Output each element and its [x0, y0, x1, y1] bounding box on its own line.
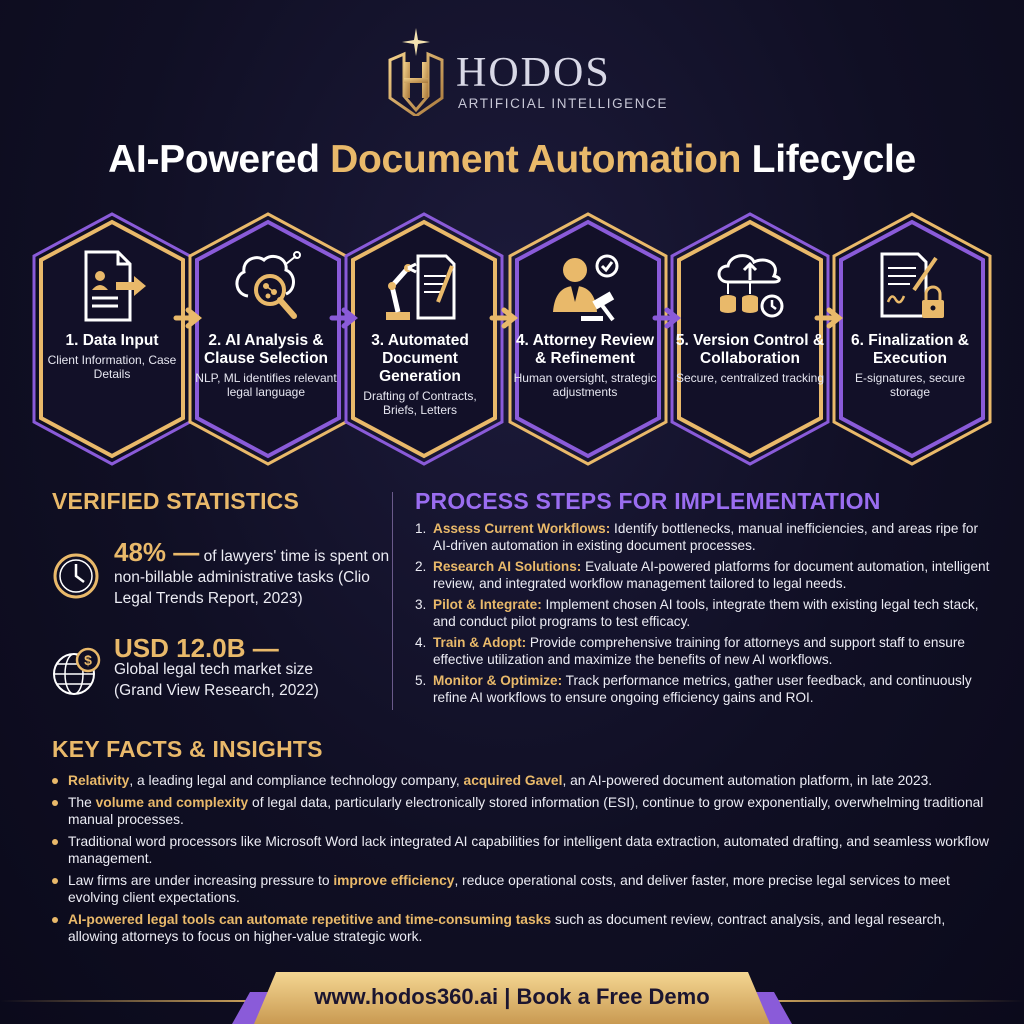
step-1-desc: Client Information, Case Details [47, 353, 177, 381]
statistic-2 [50, 633, 390, 718]
fact-highlight: volume and complexity [95, 795, 249, 810]
clock-icon [50, 550, 102, 602]
fact-highlight: acquired Gavel [463, 773, 563, 788]
process-step-number: 1. [415, 521, 427, 536]
fact-item [52, 772, 992, 789]
process-step-text: Identify bottlenecks, manual inefficiencies, and areas ripe for AI-driven automation in existing document processes. [433, 521, 979, 553]
footer-line-left [0, 1000, 250, 1002]
process-step [415, 597, 995, 630]
process-step-text: Track performance metrics, gather user feedback, and continuously refine AI workflows to ensure ongoing efficiency gains and ROI. [433, 673, 972, 705]
process-step-label: Pilot & Integrate: [433, 597, 542, 612]
lifecycle-step-2 [191, 240, 341, 399]
process-step-number: 3. [415, 597, 427, 612]
statistic-1 [50, 537, 390, 622]
step-2-desc: NLP, ML identifies relevant legal language [195, 371, 337, 399]
bullet-icon [52, 917, 58, 923]
fact-text: Law firms are under increasing pressure to [68, 873, 334, 888]
globe-dollar-icon [50, 646, 102, 698]
fact-text: The [68, 795, 96, 810]
step-3-title: 3. Automated Document Generation [371, 332, 469, 385]
process-step-number: 4. [415, 635, 427, 650]
statistic-1-value: 48% — [114, 537, 200, 567]
process-step-text: Implement chosen AI tools, integrate them with existing legal tech stack, and conduct pilot programs to test efficacy. [433, 597, 979, 629]
fact-text: of legal data, particularly electronically stored information (ESI), continue to grow exponentially, overwhelming traditional manual processes. [68, 795, 984, 827]
bullet-icon [52, 878, 58, 884]
process-heading: PROCESS STEPS FOR IMPLEMENTATION [415, 488, 881, 514]
lifecycle-step-3 [345, 240, 495, 417]
step-1-title: 1. Data Input [65, 332, 159, 349]
step-4-desc: Human oversight, strategic adjustments [513, 371, 657, 399]
process-step [415, 635, 995, 668]
section-divider [392, 492, 393, 710]
brain-magnifier-icon [226, 246, 306, 326]
process-step-label: Monitor & Optimize: [433, 673, 563, 688]
process-step-text: Provide comprehensive training for attorneys and support staff to ensure effective utilization and maximize the benefits of new AI workflows. [433, 635, 965, 667]
statistic-2-value: USD 12.0B — [114, 633, 279, 663]
fact-item [52, 794, 992, 828]
process-step-label: Research AI Solutions: [433, 559, 582, 574]
step-3-desc: Drafting of Contracts, Briefs, Letters [363, 389, 477, 417]
fact-highlight: Relativity [68, 773, 130, 788]
fact-text: Traditional word processors like Microsoft Word lack integrated AI capabilities for intelligent data extraction, automated drafting, and seamless workflow management. [68, 834, 989, 866]
statistics-heading: VERIFIED STATISTICS [52, 488, 300, 514]
footer-cta[interactable]: www.hodos360.ai | Book a Free Demo [314, 984, 710, 1009]
fact-text: , reduce operational costs, and deliver faster, more precise legal services to meet evolving client expectations. [68, 873, 950, 905]
statistic-2-text: Global legal tech market size (Grand View Research, 2022) [114, 661, 319, 699]
title-part-2: Lifecycle [741, 138, 916, 181]
process-step [415, 673, 995, 706]
step-5-title: 5. Version Control & Collaboration [675, 332, 825, 367]
step-5-desc: Secure, centralized tracking [675, 371, 825, 385]
svg-text:$: $ [84, 652, 92, 668]
fact-item [52, 833, 992, 867]
fact-item [52, 911, 992, 945]
title-highlight: Document Automation [330, 138, 742, 181]
bullet-icon [52, 800, 58, 806]
process-step-number: 5. [415, 673, 427, 688]
process-step [415, 559, 995, 592]
lifecycle-step-6 [835, 240, 985, 399]
step-4-title: 4. Attorney Review & Refinement [515, 332, 655, 367]
statistic-1-text: of lawyers' time is spent on non-billable administrative tasks (Clio Legal Trends Report, 2023) [114, 548, 390, 607]
brand-tagline: ARTIFICIAL INTELLIGENCE [458, 96, 669, 111]
process-step-label: Train & Adopt: [433, 635, 527, 650]
fact-highlight: AI-powered legal tools can automate repetitive and time-consuming tasks [68, 912, 551, 927]
attorney-gavel-icon [545, 246, 625, 326]
fact-text: such as document review, contract analysis, and legal research, allowing attorneys to focus on higher-value strategic work. [68, 912, 946, 944]
brand-logo [384, 26, 669, 116]
document-arrow-icon [72, 246, 152, 326]
fact-text: , an AI-powered document automation platform, in late 2023. [562, 773, 933, 788]
hodos-shield-icon [384, 26, 448, 116]
robot-arm-document-icon [380, 246, 460, 326]
fact-highlight: improve efficiency [333, 873, 455, 888]
fact-text: , a leading legal and compliance technology company, [129, 773, 464, 788]
fact-item [52, 872, 992, 906]
bullet-icon [52, 839, 58, 845]
lifecycle-step-5 [675, 240, 825, 385]
signed-document-lock-icon [870, 246, 950, 326]
process-step-text: Evaluate AI-powered platforms for document automation, intelligent review, and integrated workflow management tailored to legal needs. [433, 559, 990, 591]
lifecycle-step-4 [510, 240, 660, 399]
cloud-database-icon [710, 246, 790, 326]
step-6-title: 6. Finalization & Execution [851, 332, 969, 367]
process-step-label: Assess Current Workflows: [433, 521, 611, 536]
step-6-desc: E-signatures, secure storage [854, 371, 966, 399]
step-2-title: 2. AI Analysis & Clause Selection [203, 332, 329, 367]
process-step [415, 521, 995, 554]
footer-line-right [774, 1000, 1024, 1002]
footer-banner[interactable] [232, 972, 792, 1024]
lifecycle-step-1 [37, 240, 187, 381]
process-step-number: 2. [415, 559, 427, 574]
facts-list [52, 772, 992, 950]
process-steps-list [415, 521, 995, 711]
page-title [0, 138, 1024, 182]
brand-name: HODOS [456, 50, 611, 96]
title-part-1: AI-Powered [108, 138, 331, 181]
facts-heading: KEY FACTS & INSIGHTS [52, 736, 323, 762]
bullet-icon [52, 778, 58, 784]
